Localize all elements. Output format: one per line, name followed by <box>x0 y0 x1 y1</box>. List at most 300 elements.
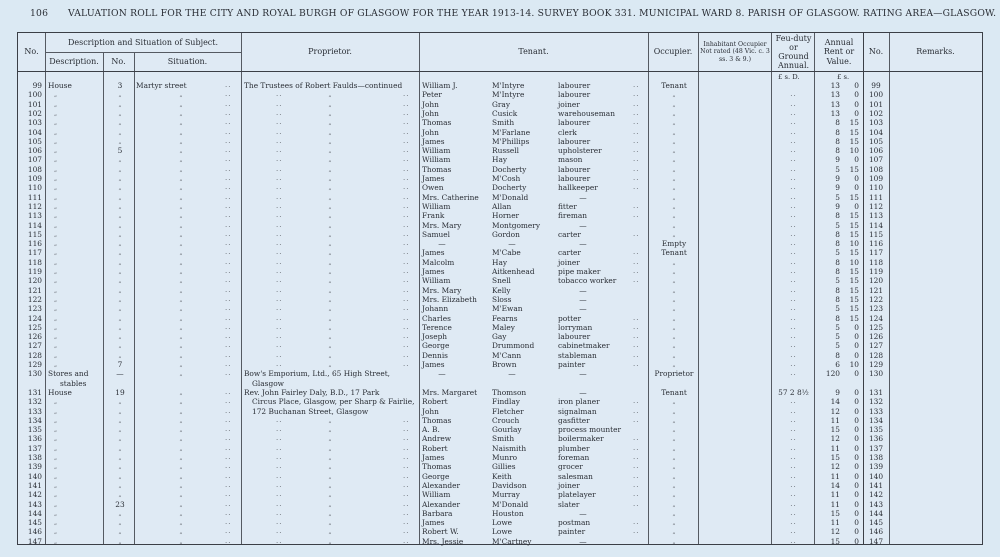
row-no-right: 132 <box>868 397 884 407</box>
occupation-leader: .. <box>633 350 640 359</box>
proprietor-leader: .. <box>403 146 410 155</box>
row-proprietor: „ <box>328 277 332 285</box>
occupation-leader: .. <box>633 276 640 285</box>
row-rent-shillings: 0 <box>854 425 859 435</box>
situation-leader: .. <box>225 285 232 294</box>
row-no: 121 <box>27 285 42 295</box>
proprietor-leader: .. <box>403 155 410 164</box>
row-description: „ <box>54 491 58 499</box>
header-feu-duty: Feu-duty or Ground Annual. <box>775 33 812 71</box>
row-rent-pounds: 14 <box>830 397 840 407</box>
occupation-leader: .. <box>633 453 640 461</box>
row-no: 137 <box>27 443 42 453</box>
header-inhabitant-occupier: Inhabitant Occupier Not rated (48 Vic. c. 3 ss. 3 & 9.) <box>700 41 770 63</box>
row-occupier: „ <box>672 314 676 322</box>
row-proprietor: „ <box>328 361 332 368</box>
row-description: „ <box>54 481 58 489</box>
row-description: „ <box>54 147 58 155</box>
row-rent-pounds: 8 <box>835 118 840 128</box>
row-rent-pounds: 8 <box>835 313 840 323</box>
occupation-leader: .. <box>633 146 640 155</box>
row-street-no: „ <box>118 230 122 238</box>
row-no-right: 108 <box>868 164 884 174</box>
column-rule <box>889 33 890 544</box>
proprietor-leader: .. <box>403 294 410 303</box>
proprietor-leader-left: .. <box>276 164 283 173</box>
row-tenant-last: Davidson <box>492 480 527 490</box>
row-proprietor: „ <box>328 323 332 331</box>
row-tenant-last: Fletcher <box>492 406 524 416</box>
row-tenant-first: Thomas <box>422 118 452 128</box>
row-no: 139 <box>27 462 42 472</box>
proprietor-leader: .. <box>403 201 410 210</box>
row-occupier: Proprietor <box>654 369 694 379</box>
row-feu-duty <box>773 379 814 388</box>
row-feu-duty: .. <box>790 183 797 192</box>
row-no: 140 <box>27 471 42 481</box>
row-rent-shillings: 15 <box>849 136 859 146</box>
row-description: „ <box>54 314 58 322</box>
proprietor-leader: .. <box>403 425 410 434</box>
row-no: 109 <box>27 174 42 183</box>
row-feu-duty: .. <box>790 164 797 173</box>
row-tenant-occupation: gasfitter <box>558 415 590 425</box>
row-occupier: „ <box>672 212 676 220</box>
occupation-leader: .. <box>633 471 640 480</box>
row-tenant-last: Maley <box>492 322 515 332</box>
row-tenant-last: Kelly <box>492 285 511 295</box>
row-rent-pounds: 15 <box>830 536 840 546</box>
row-no-right: 105 <box>868 136 884 146</box>
proprietor-leader-left: .. <box>276 415 283 424</box>
proprietor-leader-left: .. <box>276 443 283 452</box>
row-no: 118 <box>27 257 42 267</box>
row-no-right <box>863 379 889 388</box>
row-proprietor: „ <box>328 426 332 434</box>
row-feu-duty: .. <box>790 397 797 406</box>
row-rent-shillings: 0 <box>854 81 859 90</box>
row-tenant-first: Terence <box>422 322 452 332</box>
row-street-no: „ <box>118 258 122 266</box>
row-tenant-occupation: joiner <box>558 99 580 109</box>
row-tenant-occupation: — <box>579 192 587 202</box>
row-feu-duty: .. <box>790 536 797 545</box>
row-occupier: „ <box>672 109 676 117</box>
row-feu-duty: .. <box>790 192 797 201</box>
proprietor-leader-left: .. <box>276 453 283 461</box>
row-no-right: 141 <box>868 480 884 490</box>
row-feu-duty: .. <box>790 415 797 424</box>
occupation-leader: .. <box>633 397 640 406</box>
row-tenant-occupation: — <box>579 536 587 546</box>
proprietor-leader-left: .. <box>276 248 283 257</box>
situation-leader: .. <box>225 90 232 99</box>
row-feu-duty: .. <box>790 471 797 480</box>
row-description: „ <box>54 454 58 461</box>
row-rent-shillings: 15 <box>849 127 859 137</box>
row-tenant-last: M'Phillips <box>492 136 530 146</box>
row-rent-pounds: 8 <box>835 239 840 249</box>
row-tenant-occupation: boilermaker <box>558 434 604 444</box>
row-feu-duty: .. <box>790 350 797 359</box>
row-tenant-occupation: foreman <box>558 453 590 462</box>
proprietor-leader: .. <box>403 285 410 294</box>
row-description: „ <box>54 277 58 285</box>
proprietor-leader: .. <box>403 471 410 480</box>
situation-leader: .. <box>225 294 232 303</box>
row-feu-duty: .. <box>790 360 797 368</box>
row-situation: „ <box>179 416 183 424</box>
row-street-no: „ <box>118 472 122 480</box>
row-street-no: „ <box>118 305 122 313</box>
row-description: „ <box>54 91 58 99</box>
row-tenant-occupation: labourer <box>558 118 591 128</box>
row-tenant-occupation: labourer <box>558 136 591 146</box>
row-rent-pounds: 14 <box>830 480 840 490</box>
row-occupier: „ <box>672 463 676 471</box>
situation-leader: .. <box>225 425 232 434</box>
situation-leader: .. <box>225 220 232 229</box>
row-tenant-first: Samuel <box>422 229 450 239</box>
proprietor-leader: .. <box>403 118 410 127</box>
row-street-no: 23 <box>115 499 125 509</box>
proprietor-leader-left: .. <box>276 332 283 341</box>
row-description: „ <box>54 268 58 275</box>
row-street-no: „ <box>118 333 122 341</box>
row-feu-duty: .. <box>790 146 797 155</box>
row-proprietor: „ <box>328 165 332 173</box>
row-tenant-occupation: carter <box>558 229 581 239</box>
row-no: 102 <box>27 108 42 118</box>
row-street-no: „ <box>118 528 122 536</box>
row-tenant-occupation: tobacco worker <box>558 276 617 286</box>
row-street-no: „ <box>118 323 122 331</box>
row-tenant-last: Lowe <box>492 527 513 537</box>
situation-leader: .. <box>225 387 232 396</box>
header-proprietor: Proprietor. <box>308 47 352 57</box>
row-feu-duty: .. <box>790 248 797 257</box>
occupation-leader: .. <box>633 155 640 164</box>
occupation-leader: .. <box>633 136 640 145</box>
row-rent-shillings: 10 <box>849 360 859 369</box>
row-description: „ <box>54 407 58 415</box>
row-tenant-last: M'Intyre <box>492 81 525 90</box>
row-rent-shillings: 0 <box>854 471 859 481</box>
row-description: „ <box>54 463 58 471</box>
row-situation: „ <box>179 137 183 145</box>
row-situation: „ <box>179 398 183 406</box>
row-tenant-occupation: — <box>579 239 587 249</box>
proprietor-leader: .. <box>403 229 410 238</box>
row-description: stables <box>60 378 87 388</box>
row-occupier: „ <box>672 398 676 406</box>
row-rent-shillings: 15 <box>849 248 859 258</box>
row-no-right: 103 <box>868 118 884 128</box>
row-no: 133 <box>27 406 42 416</box>
row-tenant-first: Mrs. Margaret <box>422 387 478 397</box>
row-feu-duty: .. <box>790 99 797 108</box>
row-description: „ <box>54 323 58 331</box>
situation-leader: .. <box>225 332 232 341</box>
proprietor-leader-left: .. <box>276 499 283 508</box>
row-no-right: 123 <box>868 304 884 314</box>
row-rent-pounds: 5 <box>835 304 840 314</box>
row-tenant-first: Barbara <box>422 508 453 518</box>
row-feu-duty: .. <box>790 276 797 285</box>
row-tenant-occupation: hallkeeper <box>558 183 598 193</box>
row-occupier: „ <box>672 258 676 266</box>
row-rent-pounds: 5 <box>835 164 840 174</box>
row-street-no <box>106 379 134 388</box>
row-tenant-first: Robert <box>422 397 448 407</box>
row-no: 100 <box>27 90 42 100</box>
row-situation: „ <box>179 537 183 545</box>
row-rent-shillings: 0 <box>854 174 859 183</box>
row-tenant-first: Frank <box>422 211 445 221</box>
row-rent-pounds: 15 <box>830 453 840 462</box>
row-proprietor: Bow's Emporium, Ltd., 65 High Street, <box>244 369 391 379</box>
row-street-no: „ <box>118 137 122 145</box>
proprietor-leader: .. <box>403 341 410 350</box>
row-occupier: „ <box>672 277 676 285</box>
row-rent-shillings: 0 <box>854 387 859 397</box>
row-rent-pounds: 9 <box>835 155 840 165</box>
row-no: 119 <box>27 267 42 276</box>
row-tenant-first: James <box>422 360 445 369</box>
row-street-no: „ <box>118 314 122 322</box>
row-description: „ <box>54 286 58 294</box>
row-no-right: 139 <box>868 462 884 472</box>
row-no: 103 <box>27 118 42 128</box>
row-tenant-occupation: stableman <box>558 350 597 360</box>
row-no: 101 <box>27 99 42 109</box>
row-proprietor: „ <box>328 128 332 136</box>
row-rent-shillings: 0 <box>854 201 859 211</box>
row-rent-pounds: 8 <box>835 211 840 221</box>
row-feu-duty: .. <box>790 201 797 210</box>
row-situation: „ <box>179 388 183 396</box>
row-street-no: — <box>116 369 124 379</box>
row-occupier <box>650 379 698 388</box>
row-no-right: 129 <box>868 360 884 369</box>
row-proprietor: „ <box>328 519 332 527</box>
row-rent-shillings: 10 <box>849 239 859 249</box>
occupation-leader: .. <box>633 443 640 452</box>
row-description: „ <box>54 100 58 108</box>
row-situation: „ <box>179 305 183 313</box>
row-feu-duty: .. <box>790 127 797 136</box>
row-feu-duty: .. <box>790 518 797 527</box>
occupation-leader: .. <box>633 360 640 368</box>
proprietor-leader: .. <box>403 267 410 275</box>
row-street-no: 7 <box>117 360 123 369</box>
row-proprietor: „ <box>328 537 332 545</box>
row-no-right: 145 <box>868 518 884 528</box>
row-tenant-first: Owen <box>422 183 444 193</box>
row-rent-shillings: 0 <box>854 332 859 342</box>
proprietor-leader-left: .. <box>276 304 283 313</box>
row-tenant-occupation: labourer <box>558 332 591 342</box>
row-tenant-first: John <box>422 108 439 118</box>
proprietor-leader-left: .. <box>276 239 283 248</box>
row-feu-duty: .. <box>790 341 797 350</box>
row-street-no: 19 <box>115 387 125 397</box>
row-tenant-last: Naismith <box>492 443 527 453</box>
row-rent-pounds <box>818 379 840 388</box>
row-street-no: „ <box>118 435 122 443</box>
row-occupier: „ <box>672 509 676 517</box>
row-feu-duty: .. <box>790 239 797 248</box>
row-street-no: „ <box>118 202 122 210</box>
proprietor-leader: .. <box>403 415 410 424</box>
row-no: 128 <box>27 350 42 360</box>
row-situation: „ <box>179 519 183 527</box>
row-no-right: 133 <box>868 406 884 416</box>
row-street-no: „ <box>118 119 122 127</box>
row-tenant-occupation: painter <box>558 527 586 537</box>
row-street-no: „ <box>118 249 122 257</box>
row-description: „ <box>54 137 58 145</box>
row-tenant-last: Gourlay <box>492 425 522 435</box>
row-no: 144 <box>27 508 42 518</box>
situation-leader: .. <box>225 471 232 480</box>
proprietor-leader-left: .. <box>276 118 283 127</box>
row-tenant-occupation: fireman <box>558 211 588 221</box>
row-tenant-occupation: signalman <box>558 406 597 416</box>
row-proprietor: „ <box>328 491 332 499</box>
proprietor-leader-left: .. <box>276 90 283 99</box>
row-tenant-last: Findlay <box>492 397 520 407</box>
row-street-no: „ <box>118 509 122 517</box>
row-occupier: „ <box>672 156 676 164</box>
header-description-group: Description and Situation of Subject. <box>67 37 219 47</box>
row-rent-pounds: 9 <box>835 387 840 397</box>
row-no-right: 120 <box>868 276 884 286</box>
row-occupier: Tenant <box>661 81 687 90</box>
row-tenant-first: A. B. <box>422 425 440 435</box>
row-situation: „ <box>179 295 183 303</box>
row-rent-shillings: 0 <box>854 341 859 351</box>
row-tenant-last: Aitkenhead <box>492 267 535 276</box>
row-feu-duty: .. <box>790 425 797 434</box>
row-description: „ <box>54 258 58 266</box>
row-tenant-first: Robert W. <box>422 527 459 537</box>
row-tenant-first: George <box>422 341 450 351</box>
situation-leader: .. <box>225 276 232 285</box>
row-description: „ <box>54 509 58 517</box>
row-street-no: „ <box>118 398 122 406</box>
situation-leader: .. <box>225 313 232 322</box>
row-rent-pounds: 8 <box>835 127 840 137</box>
row-situation: „ <box>179 119 183 127</box>
row-tenant-occupation: — <box>579 285 587 295</box>
row-street-no: „ <box>118 268 122 275</box>
row-tenant-first: William <box>422 201 451 211</box>
occupation-leader: .. <box>633 108 640 117</box>
row-rent-pounds: 15 <box>830 508 840 518</box>
row-rent-shillings: 15 <box>849 294 859 304</box>
row-feu-duty: .. <box>790 453 797 461</box>
row-rent-pounds: 11 <box>830 490 840 500</box>
row-proprietor: „ <box>328 230 332 238</box>
row-no-right: 99 <box>871 81 881 90</box>
proprietor-leader-left: .. <box>276 108 283 117</box>
row-feu-duty: .. <box>790 490 797 499</box>
row-rent-pounds: 5 <box>835 248 840 258</box>
row-no: 131 <box>27 387 42 397</box>
row-rent-pounds: 5 <box>835 276 840 286</box>
row-feu-duty: 57 2 8½ <box>778 387 809 397</box>
proprietor-leader: .. <box>403 248 410 257</box>
row-tenant-last: Brown <box>492 360 517 369</box>
row-situation: „ <box>179 221 183 229</box>
situation-leader: .. <box>225 341 232 350</box>
row-situation: „ <box>179 147 183 155</box>
row-description: „ <box>54 165 58 173</box>
row-feu-duty: .. <box>790 508 797 517</box>
proprietor-leader: .. <box>403 313 410 322</box>
row-street-no: 3 <box>117 81 123 90</box>
row-tenant-last: M'Cabe <box>492 248 521 258</box>
occupation-leader: .. <box>633 90 640 99</box>
row-no: 126 <box>27 332 42 342</box>
row-proprietor: „ <box>328 286 332 294</box>
occupation-leader: .. <box>633 183 640 192</box>
row-feu-duty: .. <box>790 257 797 266</box>
row-tenant-last: M'Cosh <box>492 174 521 183</box>
row-street-no: „ <box>118 277 122 285</box>
row-tenant-first: — <box>438 369 446 379</box>
row-tenant-last: M'Cann <box>492 350 522 360</box>
occupation-leader: .. <box>633 201 640 210</box>
row-no: 145 <box>27 518 42 528</box>
row-street-no: „ <box>118 519 122 527</box>
proprietor-leader-left: .. <box>276 229 283 238</box>
row-no: 106 <box>27 146 42 156</box>
row-rent-shillings: 10 <box>849 146 859 156</box>
proprietor-leader-left: .. <box>276 285 283 294</box>
row-no-right: 111 <box>868 192 884 202</box>
proprietor-leader: .. <box>403 276 410 285</box>
row-situation: „ <box>179 500 183 508</box>
row-no-right: 146 <box>868 527 884 537</box>
row-rent-pounds: 8 <box>835 285 840 295</box>
row-tenant-occupation: labourer <box>558 164 591 174</box>
feu-units: £ s. D. <box>778 73 800 81</box>
row-no: 127 <box>27 341 42 351</box>
row-no: 114 <box>27 220 42 230</box>
row-situation: „ <box>179 370 183 378</box>
proprietor-leader: .. <box>403 90 410 99</box>
occupation-leader: .. <box>633 118 640 127</box>
row-situation: „ <box>179 258 183 266</box>
row-tenant-first: George <box>422 471 450 481</box>
occupation-leader: .. <box>633 81 640 89</box>
row-tenant-occupation: mason <box>558 155 583 165</box>
row-description: „ <box>54 212 58 220</box>
row-proprietor: „ <box>328 249 332 257</box>
row-tenant-last: Thomson <box>492 387 527 397</box>
row-no-right: 106 <box>868 146 884 156</box>
occupation-leader: .. <box>633 434 640 443</box>
row-no <box>18 379 42 388</box>
row-no-right: 112 <box>868 201 884 211</box>
row-rent-pounds: 12 <box>830 406 840 416</box>
row-no-right: 107 <box>868 155 884 165</box>
row-feu-duty <box>773 81 814 90</box>
row-no: 136 <box>27 434 42 444</box>
row-tenant-occupation: joiner <box>558 257 580 267</box>
